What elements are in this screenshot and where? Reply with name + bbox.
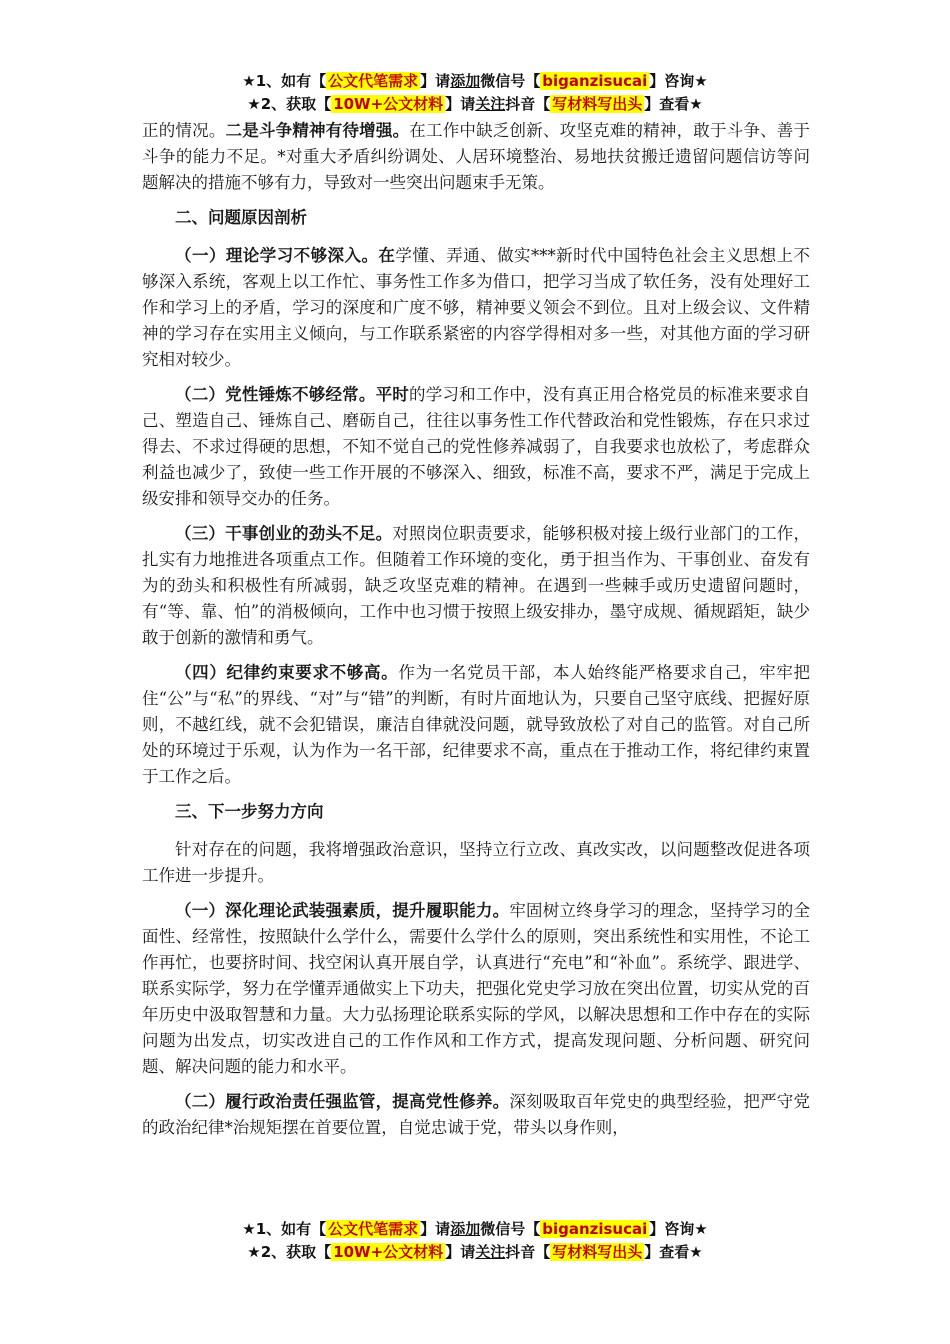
highlight-douyin: 写材料写出头: [552, 95, 643, 113]
banner-line-2: ★2、获取【 10W+公文材料 】请关注抖音【 写材料写出头 】查看★: [247, 95, 703, 113]
document-body: [142, 118, 810, 1150]
highlight-materials: 10W+公文材料: [333, 95, 444, 113]
paragraph-direction-2: （二）履行政治责任强监管，提高党性修养。深刻吸取百年党史的典型经验，把严守党的政治纪律*治规矩摆在首要位置，自觉忠诚于党，带头以身作则，: [142, 1092, 811, 1137]
paragraph-reason-4: （四）纪律约束要求不够高。作为一名党员干部，本人始终能严格要求自己，牢牢把住“公”与“私”的界线、“对”与“错”的判断，有时片面地认为，只要自己坚守底线、把握好原则，不越红线，就不会犯错误，廉洁自律就没问题，就导致放松了对自己的监管。对自己所处的环境过于乐观，认为作为一名干部，纪律要求不高，重点在于推动工作，将纪律约束置于工作之后。: [142, 663, 811, 786]
highlight-wechat-id: biganzisucai: [542, 1220, 648, 1238]
header-banner: [0, 70, 950, 116]
section-heading-2: 二、问题原因剖析: [175, 208, 307, 227]
paragraph-reason-1: （一）理论学习不够深入。在学懂、弄通、做实***新时代中国特色社会主义思想上不够深入系统，客观上以工作忙、事务性工作多为借口，把学习当成了软任务，没有处理好工作和学习上的矛盾，学习的深度和广度不够，精神要义领会不到位。且对上级会议、文件精神的学习存在实用主义倾向，与工作联系紧密的内容学得相对多一些，对其他方面的学习研究相对较少。: [142, 246, 811, 369]
paragraph-reason-3: （三）干事创业的劲头不足。对照岗位职责要求，能够积极对接上级行业部门的工作，扎实有力地推进各项重点工作。但随着工作环境的变化，勇于担当作为、干事创业、奋发有为的劲头和积极性有所减弱，缺乏攻坚克难的精神。在遇到一些棘手或历史遗留问题时，有“等、靠、怕”的消极倾向，工作中也习惯于按照上级安排办，墨守成规、循规蹈矩，缺少敢于创新的激情和勇气。: [142, 524, 811, 647]
footer-banner: [0, 1218, 950, 1264]
highlight-douyin: 写材料写出头: [552, 1243, 643, 1261]
paragraph-intro-3: 针对存在的问题，我将增强政治意识，坚持立行立改、真改实改，以问题整改促进各项工作进一步提升。: [142, 840, 810, 885]
footer-line-1: ★1、如有【 公文代笔需求 】请添加微信号【 biganzisucai 】咨询★: [242, 1220, 708, 1238]
paragraph-direction-1: （一）深化理论武装强素质，提升履职能力。牢固树立终身学习的理念，坚持学习的全面性、经常性，按照缺什么学什么，需要什么学什么的原则，突出系统性和实用性，不论工作再忙，也要挤时间、找空闲认真开展自学，认真进行“充电”和“补血”。系统学、跟进学、联系实际学，努力在学懂弄通做实上下功夫，把强化党史学习放在突出位置，切实从党的百年历史中汲取智慧和力量。大力弘扬理论联系实际的学风，以解决思想和工作中存在的实际问题为出发点，切实改进自己的工作作风和工作方式，提高发现问题、分析问题、研究问题、解决问题的能力和水平。: [142, 901, 811, 1076]
footer-line-2: ★2、获取【 10W+公文材料 】请关注抖音【 写材料写出头 】查看★: [247, 1243, 703, 1261]
highlight-wechat-id: biganzisucai: [542, 72, 648, 90]
section-heading-3: 三、下一步努力方向: [175, 802, 324, 821]
paragraph-reason-2: （二）党性锤炼不够经常。平时的学习和工作中，没有真正用合格党员的标准来要求自己、塑造自己、锤炼自己、磨砺自己，往往以事务性工作代替政治和党性锻炼，存在只求过得去、不求过得硬的思想，不知不觉自己的党性修养减弱了，自我要求也放松了，考虑群众利益也减少了，致使一些工作开展的不够深入、细致，标准不高，要求不严，满足于完成上级安排和领导交办的任务。: [142, 385, 811, 508]
highlight-materials: 10W+公文材料: [333, 1243, 444, 1261]
banner-line-1: ★1、如有【 公文代笔需求 】请添加微信号【 biganzisucai 】咨询★: [242, 72, 708, 90]
highlight-service: 公文代笔需求: [328, 72, 419, 90]
highlight-service: 公文代笔需求: [328, 1220, 419, 1238]
paragraph-continuation: 正的情况。二是斗争精神有待增强。在工作中缺乏创新、攻坚克难的精神，敢于斗争、善于斗争的能力不足。*对重大矛盾纠纷调处、人居环境整治、易地扶贫搬迁遗留问题信访等问题解决的措施不够有力，导致对一些突出问题束手无策。: [142, 121, 811, 192]
